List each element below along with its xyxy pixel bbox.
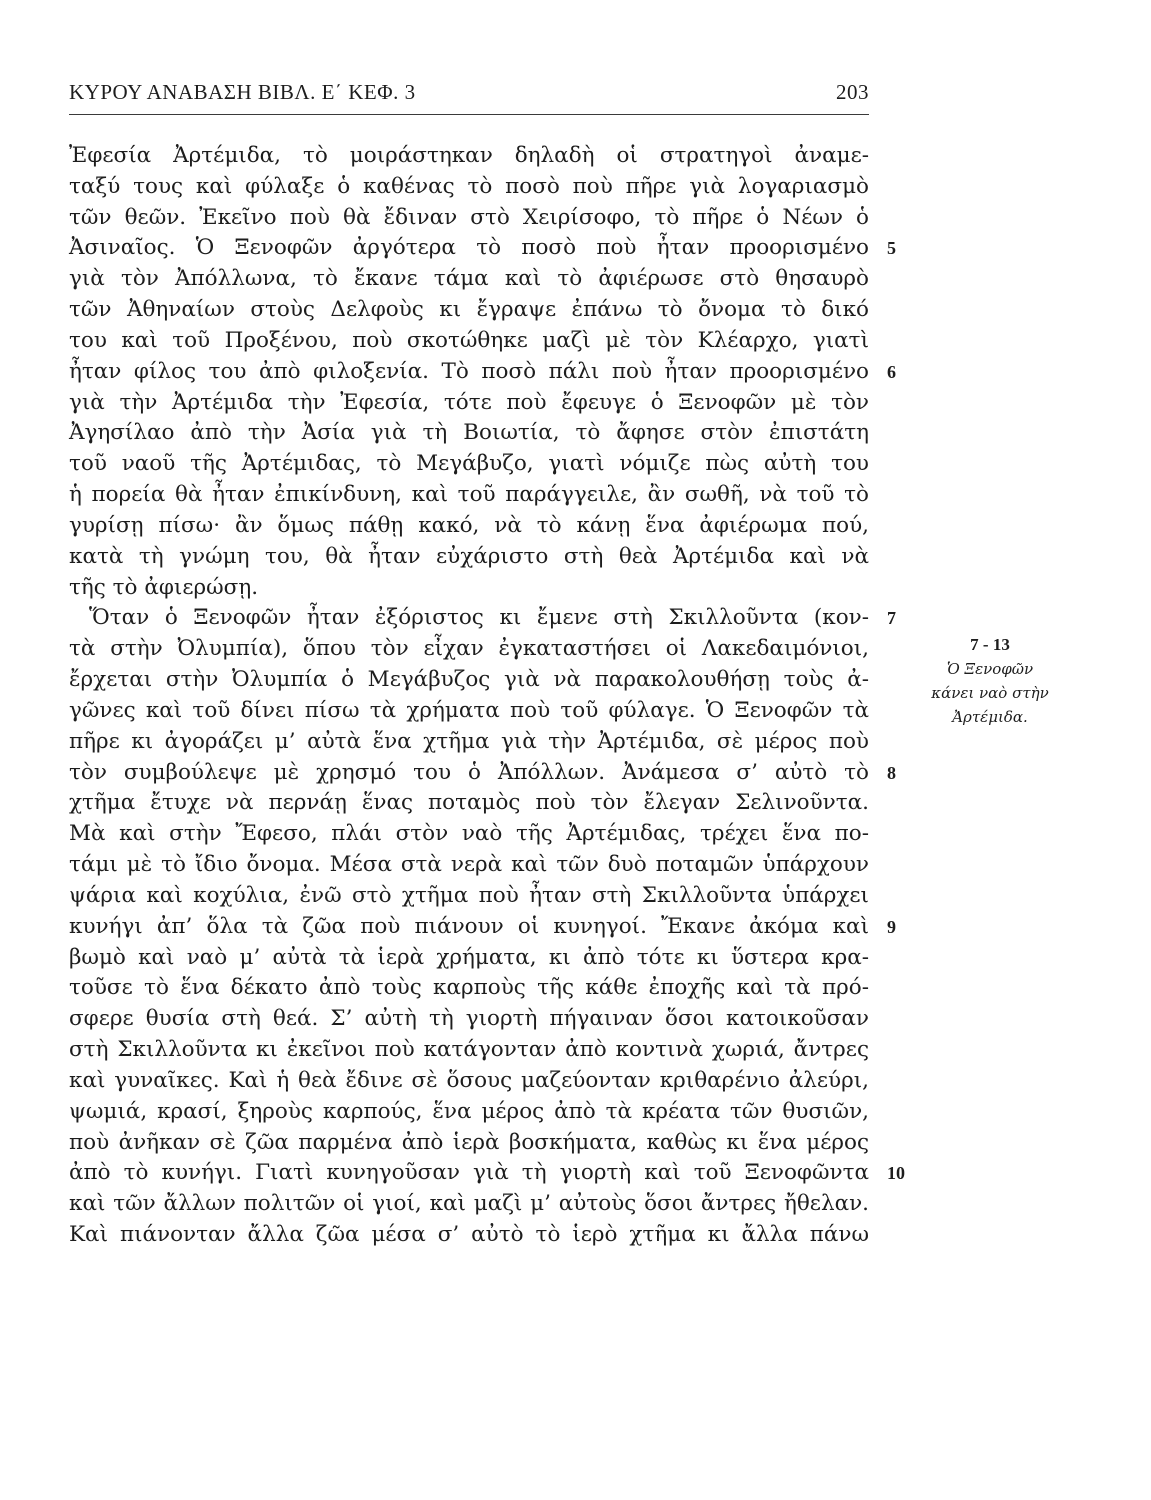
- text-line: [69, 973, 869, 1004]
- text-line: [69, 758, 896, 789]
- text-line-content: στὴ Σκιλλοῦντα κι ἐκεῖνοι ποὺ κατάγονταν ἀπὸ κοντινὰ χωριά, ἄντρες: [69, 1037, 869, 1063]
- text-line-content: γυρίσῃ πίσω· ἂν ὅμως πάθῃ κακό, νὰ τὸ κάνῃ ἕνα ἀφιέρωμα πού,: [69, 512, 869, 538]
- margin-note-range: 7 - 13: [970, 635, 1010, 654]
- text-line: [69, 511, 869, 542]
- text-line: [69, 912, 896, 943]
- text-line: [69, 696, 869, 727]
- text-line-content: ποὺ ἀνῆκαν σὲ ζῶα παρμένα ἀπὸ ἱερὰ βοσκήματα, καθὼς κι ἕνα μέρος: [69, 1129, 869, 1155]
- text-line: [69, 1220, 869, 1251]
- text-line: [69, 1004, 869, 1035]
- text-line-content: γιὰ τὴν Ἀρτέμιδα τὴν Ἐφεσία, τότε ποὺ ἔφευγε ὁ Ξενοφῶν μὲ τὸν: [69, 389, 869, 415]
- section-number: 7: [887, 608, 896, 629]
- text-line: [69, 1189, 869, 1220]
- text-line: [69, 1035, 869, 1066]
- text-line: [69, 1097, 869, 1128]
- text-line: [69, 172, 869, 203]
- text-line-content: τῶν Ἀθηναίων στοὺς Δελφοὺς κι ἔγραψε ἐπάνω τὸ ὄνομα τὸ δικό: [69, 297, 869, 323]
- text-line-content: Ἐφεσία Ἀρτέμιδα, τὸ μοιράστηκαν δηλαδὴ οἱ στρατηγοὶ ἀναμε-: [69, 143, 869, 168]
- text-line-content: ἔρχεται στὴν Ὀλυμπία ὁ Μεγάβυζος γιὰ νὰ παρακολουθήσῃ τοὺς ἀ-: [69, 667, 869, 693]
- text-line-content: τὰ στὴν Ὀλυμπία), ὅπου τὸν εἶχαν ἐγκαταστήσει οἱ Λακεδαιμόνιοι,: [69, 636, 869, 662]
- text-line: [69, 295, 869, 326]
- text-line-content: Μὰ καὶ στὴν Ἔφεσο, πλάι στὸν ναὸ τῆς Ἀρτέμιδας, τρέχει ἕνα πο-: [69, 821, 869, 847]
- text-line-content: τῶν θεῶν. Ἐκεῖνο ποὺ θὰ ἔδιναν στὸ Χειρίσοφο, τὸ πῆρε ὁ Νέων ὁ: [69, 204, 869, 230]
- text-line: [69, 264, 869, 295]
- text-line-content: καὶ γυναῖκες. Καὶ ἡ θεὰ ἔδινε σὲ ὅσους μαζεύονταν κριθαρένιο ἀλεύρι,: [69, 1067, 869, 1093]
- text-line: [69, 388, 869, 419]
- text-line-content: Καὶ πιάνονταν ἄλλα ζῶα μέσα σ’ αὐτὸ τὸ ἱερὸ χτῆμα κι ἄλλα πάνω: [69, 1221, 869, 1247]
- text-line-content: Ὅταν ὁ Ξενοφῶν ἦταν ἐξόριστος κι ἔμενε στὴ Σκιλλοῦντα (κον-: [89, 605, 869, 631]
- text-line-content: ἡ πορεία θὰ ἦταν ἐπικίνδυνη, καὶ τοῦ παράγγειλε, ἂν σωθῆ, νὰ τοῦ τὸ: [69, 482, 869, 508]
- text-line: [69, 141, 869, 172]
- text-line-content: πῆρε κι ἀγοράζει μ’ αὐτὰ ἕνα χτῆμα γιὰ τὴν Ἀρτέμιδα, σὲ μέρος ποὺ: [69, 728, 869, 754]
- text-line: [69, 1158, 905, 1189]
- text-line: [69, 850, 869, 881]
- text-line-content: γῶνες καὶ τοῦ δίνει πίσω τὰ χρήματα ποὺ τοῦ φύλαγε. Ὁ Ξενοφῶν τὰ: [69, 697, 869, 723]
- text-line-content: τοῦσε τὸ ἕνα δέκατο ἀπὸ τοὺς καρποὺς τῆς κάθε ἐποχῆς καὶ τὰ πρό-: [69, 975, 869, 1001]
- text-line-content: ψωμιά, κρασί, ξηροὺς καρπούς, ἕνα μέρος ἀπὸ τὰ κρέατα τῶν θυσιῶν,: [69, 1098, 869, 1124]
- text-line-content: ἀπὸ τὸ κυνήγι. Γιατὶ κυνηγοῦσαν γιὰ τὴ γιορτὴ καὶ τοῦ Ξενοφῶντα: [69, 1160, 869, 1186]
- text-line: [69, 480, 869, 511]
- page-number: 203: [836, 80, 869, 104]
- text-line: [69, 1066, 869, 1097]
- running-title: ΚΥΡΟΥ ΑΝΑΒΑΣΗ ΒΙΒΛ. Ε΄ ΚΕΦ. 3: [69, 80, 416, 104]
- text-line-content: ἦταν φίλος του ἀπὸ φιλοξενία. Τὸ ποσὸ πάλι ποὺ ἦταν προορισμένο: [69, 358, 869, 384]
- text-line-content: χτῆμα ἔτυχε νὰ περνάῃ ἕνας ποταμὸς ποὺ τὸν ἔλεγαν Σελινοῦντα.: [69, 790, 869, 816]
- section-number: 9: [887, 916, 896, 937]
- section-number: 8: [887, 762, 896, 783]
- running-head: [69, 80, 869, 110]
- text-line-content: κυνήγι ἀπ’ ὅλα τὰ ζῶα ποὺ πιάνουν οἱ κυνηγοί. Ἔκανε ἀκόμα καὶ: [69, 913, 869, 939]
- text-line-content: καὶ τῶν ἄλλων πολιτῶν οἱ γιοί, καὶ μαζὶ μ’ αὐτοὺς ὅσοι ἄντρες ἤθελαν.: [69, 1191, 869, 1217]
- section-number: 6: [887, 361, 896, 382]
- text-line-content: Ἀγησίλαο ἀπὸ τὴν Ἀσία γιὰ τὴ Βοιωτία, τὸ ἄφησε στὸν ἐπιστάτη: [69, 420, 869, 446]
- section-number: 5: [887, 238, 896, 259]
- text-line-content: τάμι μὲ τὸ ἴδιο ὄνομα. Μέσα στὰ νερὰ καὶ τῶν δυὸ ποταμῶν ὑπάρχουν: [69, 852, 869, 878]
- text-line-content: βωμὸ καὶ ναὸ μ’ αὐτὰ τὰ ἱερὰ χρήματα, κι ἀπὸ τότε κι ὕστερα κρα-: [69, 944, 869, 970]
- text-line: [69, 326, 869, 357]
- text-line: [69, 819, 869, 850]
- margin-note: [920, 633, 1060, 729]
- text-line: [69, 233, 896, 264]
- text-line: [69, 573, 869, 604]
- text-line-content: τοῦ ναοῦ τῆς Ἀρτέμιδας, τὸ Μεγάβυζο, γιατὶ νόμιζε πὼς αὐτὴ του: [69, 451, 869, 477]
- text-line-content: του καὶ τοῦ Προξένου, ποὺ σκοτώθηκε μαζὶ μὲ τὸν Κλέαρχο, γιατὶ: [69, 327, 869, 353]
- margin-note-line: κάνει ναὸ στὴν: [931, 684, 1049, 702]
- section-number: 10: [887, 1163, 905, 1184]
- text-line: [69, 943, 869, 974]
- text-line-content: Ἀσιναῖος. Ὁ Ξενοφῶν ἀργότερα τὸ ποσὸ ποὺ ἦταν προορισμένο: [69, 235, 869, 261]
- text-line-content: σφερε θυσία στὴ θεά. Σ’ αὐτὴ τὴ γιορτὴ πήγαιναν ὅσοι κατοικοῦσαν: [69, 1006, 869, 1032]
- body-text: [69, 141, 905, 1251]
- text-line: [69, 542, 869, 573]
- text-line: [69, 665, 869, 696]
- text-line-content: τῆς τὸ ἀφιερώσῃ.: [69, 574, 259, 600]
- text-line: [69, 1128, 869, 1159]
- text-line-content: κατὰ τὴ γνώμη του, θὰ ἦταν εὐχάριστο στὴ θεὰ Ἀρτέμιδα καὶ νὰ: [69, 543, 869, 569]
- text-line: [69, 357, 896, 388]
- text-line-content: γιὰ τὸν Ἀπόλλωνα, τὸ ἔκανε τάμα καὶ τὸ ἀφιέρωσε στὸ θησαυρὸ: [69, 266, 869, 292]
- text-line-content: ταξύ τους καὶ φύλαξε ὁ καθένας τὸ ποσὸ ποὺ πῆρε γιὰ λογαριασμὸ: [69, 173, 869, 199]
- text-line: [69, 203, 869, 234]
- text-line: [69, 449, 869, 480]
- text-line: [69, 603, 896, 634]
- margin-note-line: Ἀρτέμιδα.: [952, 708, 1028, 726]
- text-line-content: τὸν συμβούλεψε μὲ χρησμό του ὁ Ἀπόλλων. Ἀνάμεσα σ’ αὐτὸ τὸ: [69, 759, 869, 785]
- text-line: [69, 634, 869, 665]
- text-line: [69, 727, 869, 758]
- text-line: [69, 881, 869, 912]
- text-line: [69, 788, 869, 819]
- header-rule: [69, 114, 869, 115]
- text-line: [69, 418, 869, 449]
- margin-note-line: Ὁ Ξενοφῶν: [946, 660, 1034, 678]
- text-line-content: ψάρια καὶ κοχύλια, ἐνῶ στὸ χτῆμα ποὺ ἦταν στὴ Σκιλλοῦντα ὑπάρχει: [69, 882, 869, 908]
